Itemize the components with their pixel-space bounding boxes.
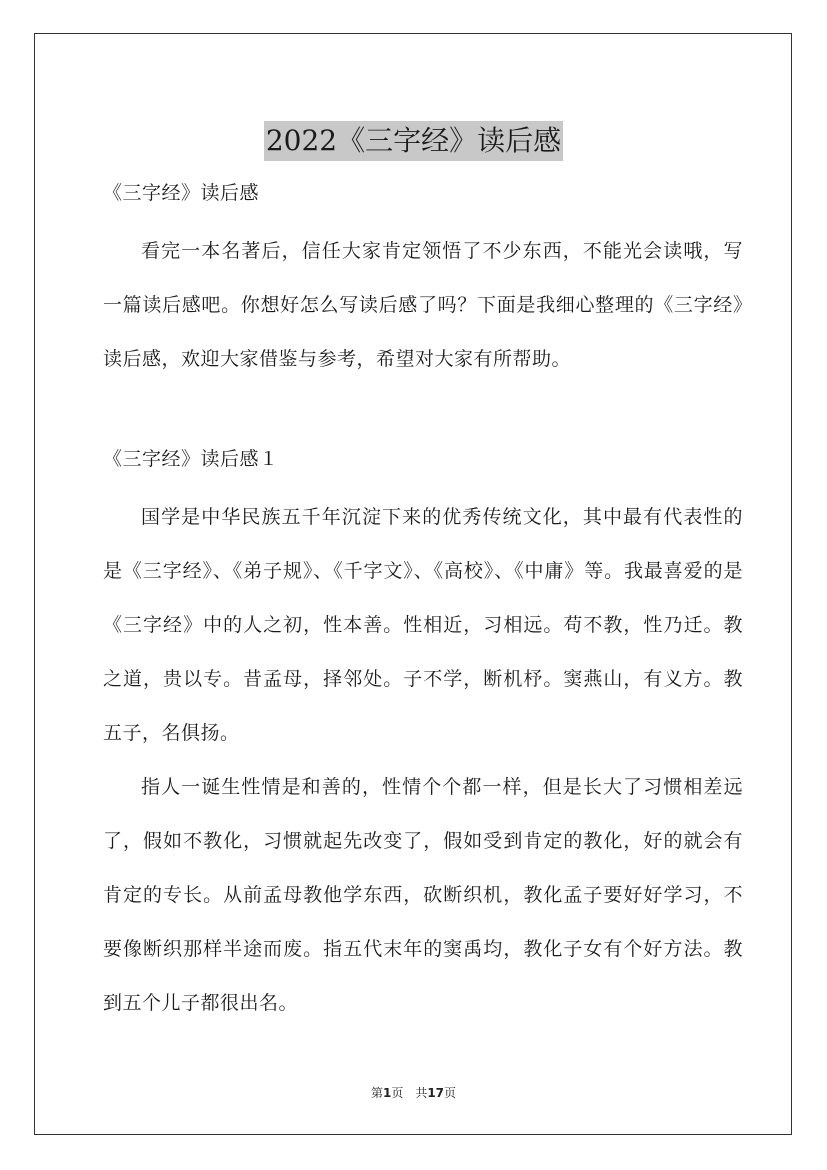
current-page-number: 1 [382, 1086, 392, 1100]
page-label-mid: 页 共 [391, 1086, 428, 1100]
total-page-number: 17 [427, 1086, 445, 1100]
document-title: 2022《三字经》读后感 [264, 121, 563, 161]
section-heading: 《三字经》读后感１ [103, 448, 279, 470]
page-label-prefix: 第 [370, 1086, 383, 1100]
page-label-suffix: 页 [444, 1086, 457, 1100]
title-container [0, 102, 827, 180]
document-body [103, 172, 743, 1030]
intro-heading: 《三字经》读后感 [103, 182, 260, 204]
body-paragraph: 指人一诞生性情是和善的，性情个个都一样，但是长大了习惯相差远了，假如不教化，习惯就起先改变了，假如受到肯定的教化，好的就会有肯定的专长。从前孟母教他学东西，砍断织机，教化孟子要好好学习，不要像断织那样半途而废。指五代末年的窦禹均，教化子女有个好方法。教到五个儿子都很出名。 [103, 776, 743, 1014]
intro-paragraph: 看完一本名著后，信任大家肯定领悟了不少东西，不能光会读哦，写一篇读后感吧。你想好怎么写读后感了吗？下面是我细心整理的《三字经》读后感，欢迎大家借鉴与参考，希望对大家有所帮助。 [103, 240, 743, 370]
body-paragraph: 国学是中华民族五千年沉淀下来的优秀传统文化，其中最有代表性的是《三字经》、《弟子规》、《千字文》、《高校》、《中庸》等。我最喜爱的是《三字经》中的人之初，性本善。性相近，习相远。苟不教，性乃迁。教之道，贵以专。昔孟母，择邻处。子不学，断机杼。窦燕山，有义方。教五子，名俱扬。 [103, 506, 743, 744]
page-footer [0, 1084, 827, 1101]
